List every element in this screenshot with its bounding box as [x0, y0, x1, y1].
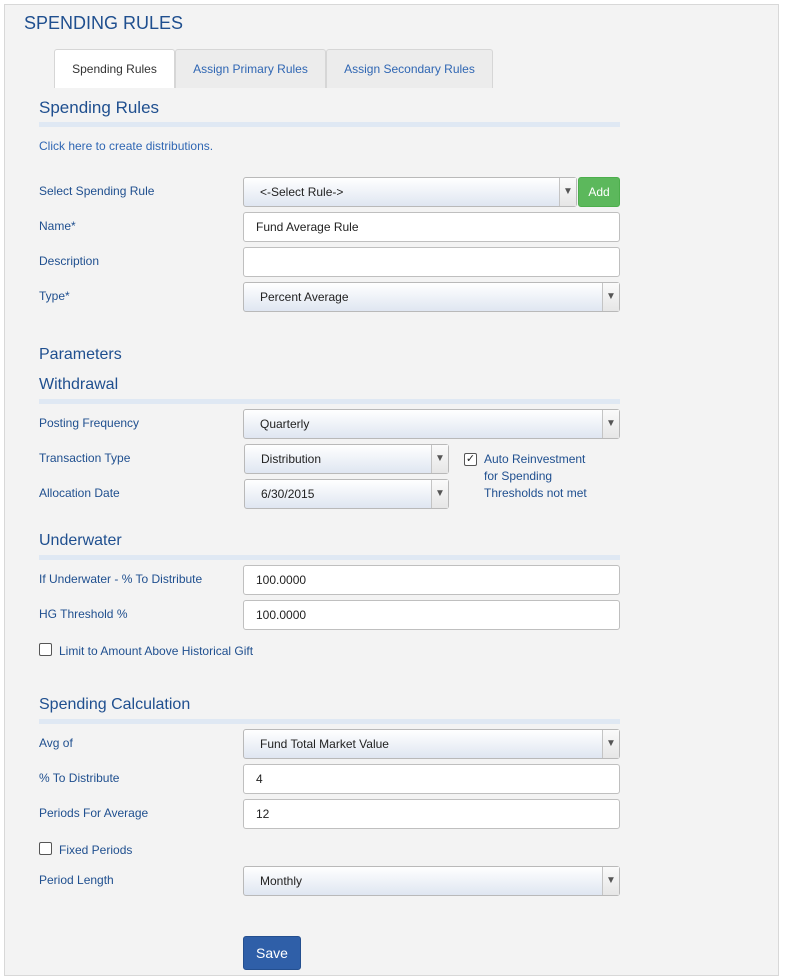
withdrawal-heading: Withdrawal [39, 376, 119, 393]
type-dropdown[interactable] [243, 282, 620, 312]
period-length-label: Period Length [39, 873, 114, 887]
select-spending-rule-value: <-Select Rule-> [260, 185, 344, 199]
name-input[interactable]: Fund Average Rule [243, 212, 620, 242]
auto-reinvestment-checkbox[interactable] [464, 453, 477, 466]
chevron-down-icon: ▼ [602, 410, 619, 438]
description-label: Description [39, 254, 100, 268]
limit-historical-gift-checkbox[interactable] [39, 643, 52, 656]
chevron-down-icon: ▼ [431, 480, 448, 508]
chevron-down-icon: ▼ [602, 867, 619, 895]
limit-historical-gift-label: Limit to Amount Above Historical Gift [59, 644, 254, 658]
type-label: Type* [39, 289, 70, 303]
transaction-type-label: Transaction Type [39, 451, 131, 465]
auto-reinvestment-label: Auto Reinvestment for Spending Thresholds not met [484, 452, 587, 500]
chevron-down-icon: ▼ [431, 445, 448, 473]
page-title: SPENDING RULES [24, 13, 184, 33]
chevron-down-icon: ▼ [602, 283, 619, 311]
save-button[interactable]: Save [243, 936, 301, 970]
posting-frequency-label: Posting Frequency [39, 416, 140, 430]
avg-of-dropdown[interactable] [243, 729, 620, 759]
allocation-date-label: Allocation Date [39, 486, 120, 500]
type-value: Percent Average [260, 290, 349, 304]
tab-spending-rules[interactable]: Spending Rules [54, 49, 175, 88]
section-divider [39, 555, 620, 560]
tab-assign-secondary-rules[interactable]: Assign Secondary Rules [326, 49, 493, 88]
posting-frequency-value: Quarterly [260, 417, 310, 431]
fixed-periods-label: Fixed Periods [59, 843, 133, 857]
description-input[interactable] [243, 247, 620, 277]
hg-threshold-label: HG Threshold % [39, 607, 128, 621]
avg-of-label: Avg of [39, 736, 73, 750]
section-divider [39, 122, 620, 127]
name-label: Name* [39, 219, 76, 233]
hg-threshold-input[interactable]: 100.0000 [243, 600, 620, 630]
tab-assign-primary-rules[interactable]: Assign Primary Rules [175, 49, 326, 88]
section-heading-spending-rules: Spending Rules [39, 98, 160, 117]
periods-for-average-input[interactable]: 12 [243, 799, 620, 829]
avg-of-value: Fund Total Market Value [260, 737, 389, 751]
chevron-down-icon: ▼ [559, 178, 576, 206]
transaction-type-value: Distribution [261, 452, 322, 466]
select-spending-rule-dropdown[interactable] [243, 177, 577, 207]
parameters-heading: Parameters [39, 346, 122, 363]
period-length-dropdown[interactable] [243, 866, 620, 896]
allocation-date-dropdown[interactable] [244, 479, 449, 509]
chevron-down-icon: ▼ [602, 730, 619, 758]
underwater-pct-distribute-input[interactable]: 100.0000 [243, 565, 620, 595]
underwater-pct-distribute-label: If Underwater - % To Distribute [39, 572, 203, 586]
create-distributions-link[interactable]: Click here to create distributions. [39, 139, 214, 153]
pct-to-distribute-input[interactable]: 4 [243, 764, 620, 794]
posting-frequency-dropdown[interactable] [243, 409, 620, 439]
pct-to-distribute-label: % To Distribute [39, 771, 120, 785]
select-spending-rule-label: Select Spending Rule [39, 184, 155, 198]
transaction-type-dropdown[interactable] [244, 444, 449, 474]
section-divider [39, 719, 620, 724]
spending-calculation-heading: Spending Calculation [39, 696, 191, 713]
periods-for-average-label: Periods For Average [39, 806, 149, 820]
period-length-value: Monthly [260, 874, 303, 888]
fixed-periods-checkbox[interactable] [39, 842, 52, 855]
allocation-date-value: 6/30/2015 [261, 487, 315, 501]
section-divider [39, 399, 620, 404]
checkmark-icon: ✓ [465, 453, 476, 465]
underwater-heading: Underwater [39, 532, 122, 549]
add-rule-button[interactable]: Add [578, 177, 620, 207]
